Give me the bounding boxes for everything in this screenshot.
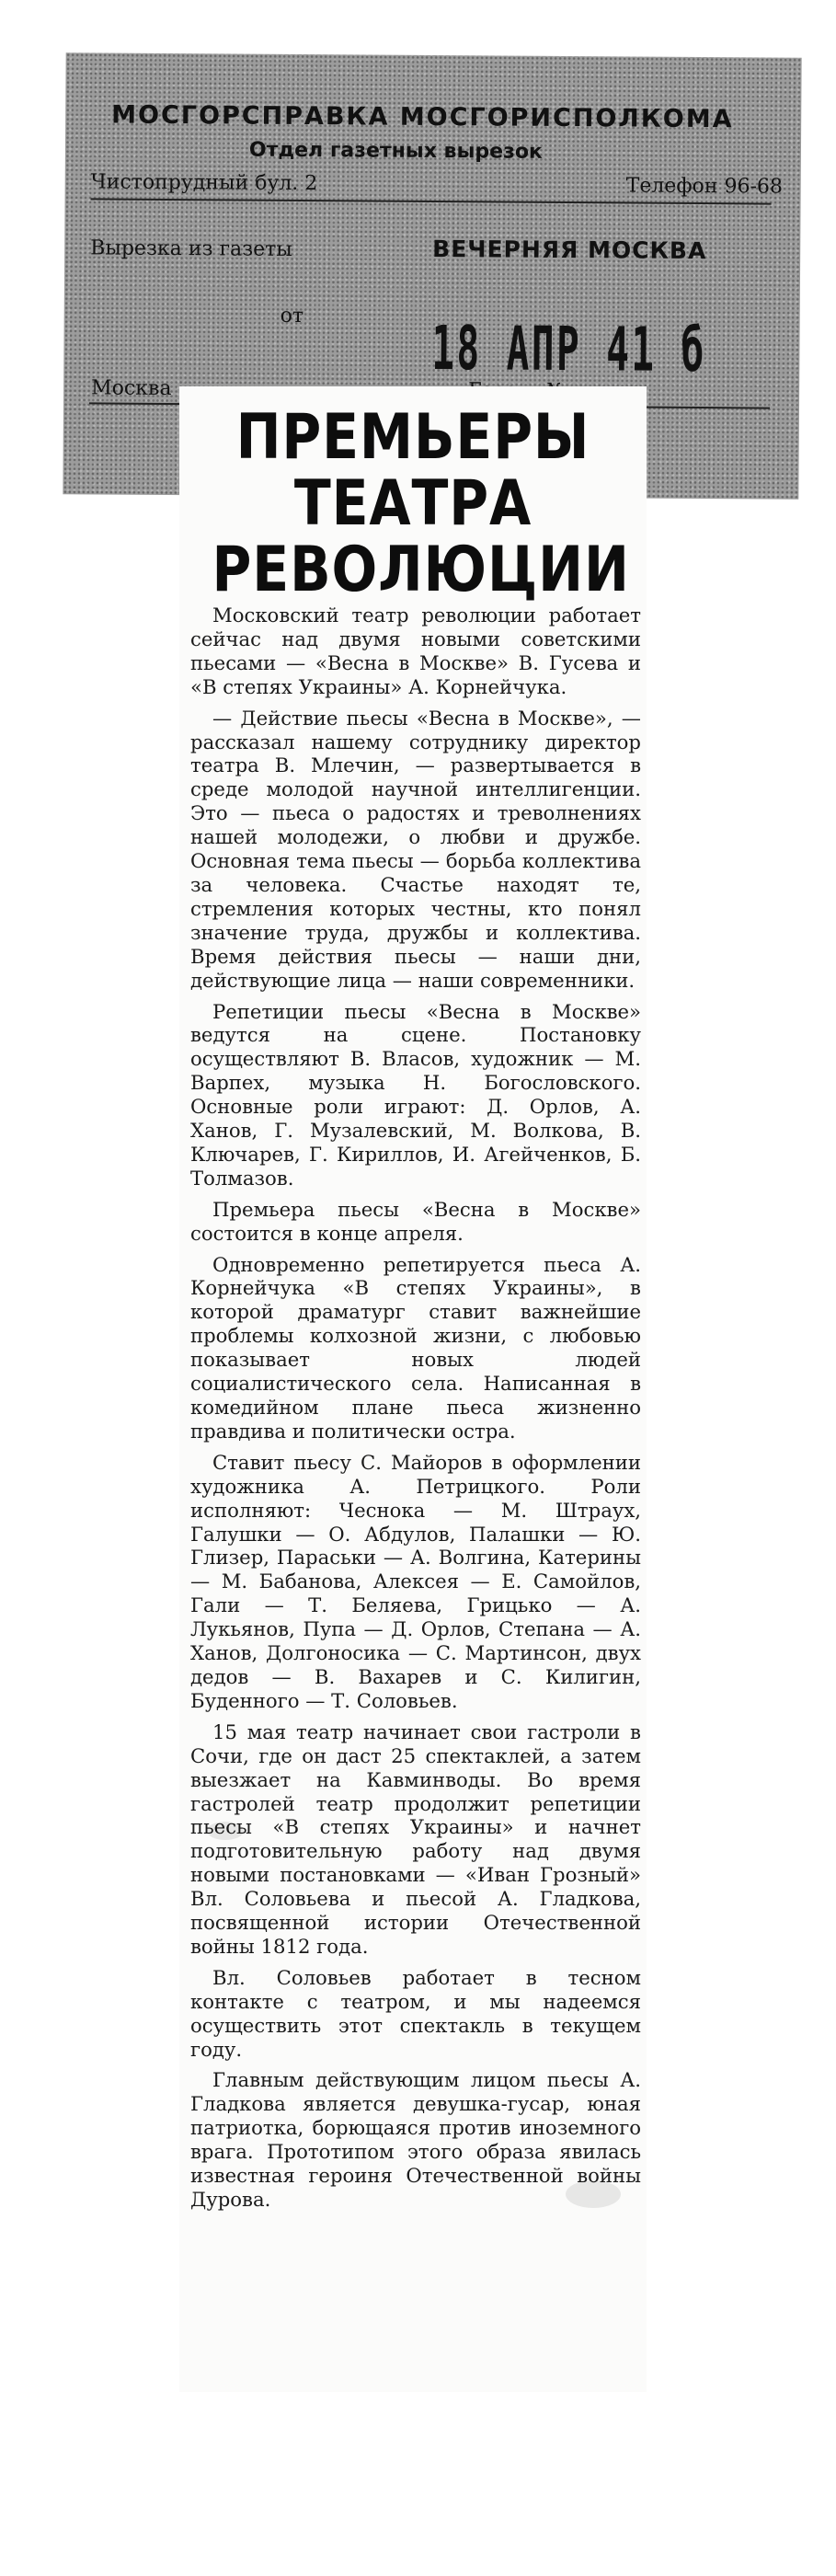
date-stamp: 18 АПР 41 б bbox=[431, 312, 706, 386]
department-name: Отдел газетных вырезок bbox=[248, 138, 543, 164]
cutting-from-label: Вырезка из газеты bbox=[90, 236, 292, 261]
article-paragraph: Московский театр революции работает сейчас над двумя новыми советскими пьесами — «Весна в Москве» В. Гусева и «В степях Украины» А. Корнейчука. bbox=[190, 604, 641, 698]
article-column bbox=[179, 386, 647, 2392]
article-paragraph: Ставит пьесу С. Майоров в оформлении художника А. Петрицкого. Роли исполняют: Чеснока — М. Штраух, Галушки — О. Абдулов, Палашки — Ю. Глизер, Параськи — А. Волгина, Катерины — М. Бабанова, Алексея — Е. Самойлов, Гали — Т. Беляева, Грицько — А. Лукьянов, Пупа — Д. Орлов, Степана — А. Ханов, Долгоносика — С. Мартинсон, двух дедов — В. Вахарев и С. Килигин, Буденного — Т. Соловьев. bbox=[190, 1450, 641, 1712]
slip-divider bbox=[91, 198, 772, 204]
newspaper-name: ВЕЧЕРНЯЯ МОСКВА bbox=[432, 236, 707, 265]
article-paragraph: Репетиции пьесы «Весна в Москве» ведутся на сцене. Постановку осуществляют В. Власов, художник — М. Варпех, музыка Н. Богословского. Основные роли играют: Д. Орлов, А. Ханов, Г. Музалевский, М. Волкова, В. Ключарев, Г. Кириллов, И. Агейченков, Б. Толмазов. bbox=[190, 999, 641, 1190]
article-paragraph: Премьера пьесы «Весна в Москве» состоится в конце апреля. bbox=[190, 1197, 641, 1245]
bureau-phone: Телефон 96-68 bbox=[625, 174, 784, 199]
article-paragraph: 15 мая театр начинает свои гастроли в Сочи, где он даст 25 спектаклей, а затем выезжает на Кавминводы. Во время гастролей театр продолжит репетиции пьесы «В степях Украины» и начнет подготовительную работу над двумя новыми постановками — «Иван Грозный» Вл. Соловьева и пьесой А. Гладкова, посвященной истории Отечественной войны 1812 года. bbox=[190, 1719, 641, 1958]
bureau-name: МОСГОРСПРАВКА МОСГОРИСПОЛКОМА bbox=[111, 100, 734, 134]
from-label: от bbox=[280, 304, 304, 328]
article-paragraph: — Действие пьесы «Весна в Москве», — рассказал нашему сотруднику директор театра В. Млечин, — развертывается в среде молодой научной интеллигенции. Это — пьеса о радостях и треволнениях нашей молодежи, о любви и дружбе. Основная тема пьесы — борьба коллектива за человека. Счастье находят те, стремления которых честны, кто понял значение труда, дружбы и коллектива. Время действия пьесы — наши дни, действующие лица — наши современники. bbox=[190, 706, 641, 992]
article-headline bbox=[212, 401, 630, 606]
article-paragraph: Вл. Соловьев работает в тесном контакте с театром, и мы надеемся осуществить этот спектакль в текущем году. bbox=[190, 1965, 641, 2061]
article-paragraph: Главным действующим лицом пьесы А. Гладкова является девушка-гусар, юная патриотка, борющаяся против иноземного врага. Прототипом этого образа явилась известная героиня Отечественной войны Дурова. bbox=[190, 2068, 641, 2211]
scan-smudge bbox=[207, 1822, 244, 1840]
bureau-address: Чистопрудный бул. 2 bbox=[90, 170, 318, 196]
scan-smudge bbox=[566, 2180, 621, 2208]
headline-line: РЕВОЛЮЦИИ bbox=[212, 534, 630, 606]
headline-line: ПРЕМЬЕРЫ bbox=[235, 401, 590, 474]
headline-line: ТЕАТРА bbox=[293, 467, 533, 540]
article-paragraph: Одновременно репетируется пьеса А. Корнейчука «В степях Украины», в которой драматург ставит важнейшие проблемы колхозной жизни, с любовью показывает новых людей социалистического села. Написанная в комедийном плане пьеса жизненно правдива и политически остра. bbox=[190, 1252, 641, 1443]
city-label: Москва bbox=[91, 376, 172, 401]
article-body bbox=[190, 604, 641, 2212]
